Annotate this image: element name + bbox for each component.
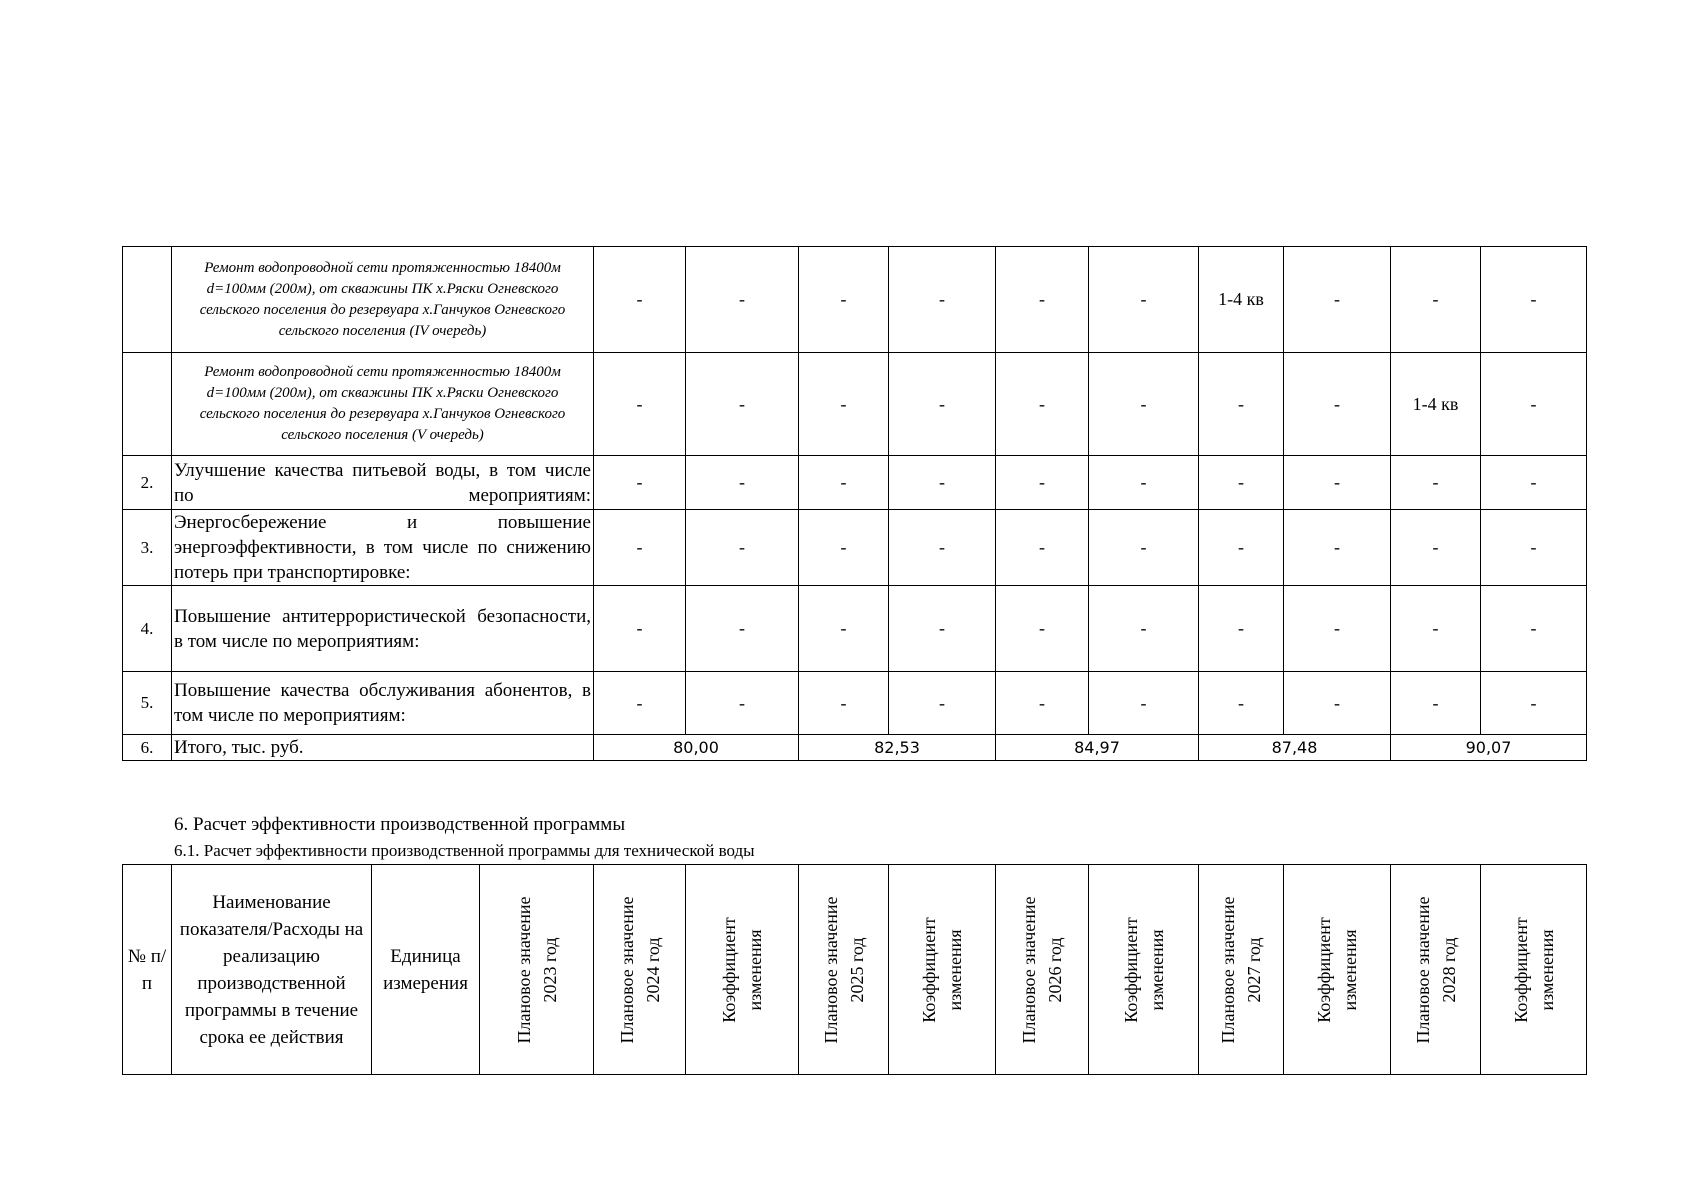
header-label: Коэффициент изменения xyxy=(919,916,965,1023)
row-number: 4. xyxy=(123,586,172,672)
table-cell: - xyxy=(686,353,799,456)
table-cell: - xyxy=(1391,456,1481,510)
header-name: Наименование показателя/Расходы на реализацию производственной программы в течение срока ее действия xyxy=(172,865,372,1075)
table-cell: - xyxy=(1481,247,1587,353)
section-subtitle: 6.1. Расчет эффективности производственной программы для технической воды xyxy=(174,841,755,860)
section-title: 6. Расчет эффективности производственной программы xyxy=(174,814,626,835)
header-label: Плановое значение 2025 год xyxy=(820,896,867,1043)
table-cell: - xyxy=(1284,510,1391,586)
header-plan-2028 xyxy=(1391,865,1481,1075)
table-cell: - xyxy=(799,586,889,672)
table-cell: - xyxy=(1089,353,1199,456)
table-cell: - xyxy=(889,456,996,510)
measures-table xyxy=(122,246,1587,761)
table-cell: - xyxy=(1199,353,1284,456)
table-cell: - xyxy=(799,247,889,353)
header-coef-2028 xyxy=(1481,865,1587,1075)
table-cell: - xyxy=(1089,510,1199,586)
table-cell: - xyxy=(996,586,1089,672)
table-cell: - xyxy=(1481,586,1587,672)
header-unit: Единица измерения xyxy=(372,865,480,1075)
table-cell: - xyxy=(1284,353,1391,456)
table-cell: - xyxy=(1199,672,1284,735)
table-cell: - xyxy=(1391,672,1481,735)
table-row xyxy=(123,456,1587,510)
table-cell: - xyxy=(594,247,686,353)
measure-description: Ремонт водопроводной сети протяженностью 18400м d=100мм (200м), от скважины ПК х.Ряски Огневского сельского поселения до резервуара х.Ганчуков Огневского сельского поселения (V очередь) xyxy=(172,353,594,456)
table-cell: - xyxy=(1199,510,1284,586)
table-cell: - xyxy=(996,353,1089,456)
table-row xyxy=(123,247,1587,353)
table-cell: - xyxy=(996,456,1089,510)
header-plan-2023 xyxy=(480,865,594,1075)
header-label: Плановое значение 2023 год xyxy=(513,896,560,1043)
table-cell: - xyxy=(1284,672,1391,735)
header-label: Плановое значение 2024 год xyxy=(616,896,663,1043)
header-label: Плановое значение 2028 год xyxy=(1412,896,1459,1043)
table-cell: - xyxy=(799,456,889,510)
table-cell: - xyxy=(594,586,686,672)
header-plan-2027 xyxy=(1199,865,1284,1075)
header-label: Коэффициент изменения xyxy=(719,916,765,1023)
header-label: Плановое значение 2026 год xyxy=(1019,896,1065,1043)
header-label: Плановое значение 2027 год xyxy=(1218,896,1264,1043)
table-cell: 1-4 кв xyxy=(1391,353,1481,456)
table-cell: - xyxy=(1284,456,1391,510)
table-cell: - xyxy=(594,456,686,510)
table-cell: - xyxy=(1391,247,1481,353)
table-cell: - xyxy=(889,510,996,586)
table-row xyxy=(123,510,1587,586)
table-cell: - xyxy=(1481,456,1587,510)
header-coef-2025 xyxy=(889,865,996,1075)
table-cell: - xyxy=(889,672,996,735)
row-number: 3. xyxy=(123,510,172,586)
header-coef-2027 xyxy=(1284,865,1391,1075)
table-cell: - xyxy=(594,672,686,735)
table-row xyxy=(123,672,1587,735)
table-cell: - xyxy=(1391,586,1481,672)
header-plan-2024 xyxy=(594,865,686,1075)
table-cell: - xyxy=(996,510,1089,586)
table-cell: - xyxy=(889,247,996,353)
table-cell: - xyxy=(1391,510,1481,586)
table-cell: - xyxy=(799,672,889,735)
table-cell: - xyxy=(1199,586,1284,672)
table-cell: - xyxy=(1089,672,1199,735)
table-cell: - xyxy=(1089,456,1199,510)
table-cell: - xyxy=(1089,247,1199,353)
total-label: Итого, тыс. руб. xyxy=(172,735,594,761)
header-plan-2025 xyxy=(799,865,889,1075)
efficiency-table xyxy=(122,864,1587,1075)
row-number: 6. xyxy=(123,735,172,761)
table-cell: - xyxy=(1481,672,1587,735)
header-label: Коэффициент изменения xyxy=(1120,916,1167,1023)
table-cell: - xyxy=(889,353,996,456)
measure-description: Улучшение качества питьевой воды, в том числе по мероприятиям: xyxy=(172,456,594,510)
measure-description: Повышение качества обслуживания абонентов, в том числе по мероприятиям: xyxy=(172,672,594,735)
header-coef-2026 xyxy=(1089,865,1199,1075)
table-cell: - xyxy=(686,510,799,586)
table-cell: - xyxy=(686,672,799,735)
table-row xyxy=(123,353,1587,456)
measure-description: Повышение антитеррористической безопасности, в том числе по мероприятиям: xyxy=(172,586,594,672)
header-plan-2026 xyxy=(996,865,1089,1075)
header-label: Коэффициент изменения xyxy=(1314,916,1360,1023)
table-row xyxy=(123,586,1587,672)
row-number: 2. xyxy=(123,456,172,510)
table-cell: - xyxy=(1284,247,1391,353)
table-cell: - xyxy=(1089,586,1199,672)
table-cell: - xyxy=(1481,510,1587,586)
header-number: № п/п xyxy=(123,865,172,1075)
total-row xyxy=(123,735,1587,761)
total-value-2024: 80,00 xyxy=(594,735,799,761)
header-label: Коэффициент изменения xyxy=(1510,916,1557,1023)
table-cell: - xyxy=(1199,456,1284,510)
table-cell: - xyxy=(686,586,799,672)
table-cell: - xyxy=(799,353,889,456)
row-number: 5. xyxy=(123,672,172,735)
row-number xyxy=(123,247,172,353)
table-header-row xyxy=(123,865,1587,1075)
table-cell: - xyxy=(686,456,799,510)
total-value-2025: 82,53 xyxy=(799,735,996,761)
table-cell: - xyxy=(1284,586,1391,672)
row-number xyxy=(123,353,172,456)
table-cell: - xyxy=(889,586,996,672)
table-cell: - xyxy=(996,247,1089,353)
header-coef-2024 xyxy=(686,865,799,1075)
table-cell: - xyxy=(799,510,889,586)
table-cell: 1-4 кв xyxy=(1199,247,1284,353)
table-cell: - xyxy=(686,247,799,353)
measure-description: Энергосбережение и повышение энергоэффективности, в том числе по снижению потерь при транспортировке: xyxy=(172,510,594,586)
table-cell: - xyxy=(996,672,1089,735)
table-cell: - xyxy=(594,353,686,456)
total-value-2028: 90,07 xyxy=(1391,735,1587,761)
table-cell: - xyxy=(594,510,686,586)
measure-description: Ремонт водопроводной сети протяженностью 18400м d=100мм (200м), от скважины ПК х.Ряски Огневского сельского поселения до резервуара х.Ганчуков Огневского сельского поселения (IV очередь) xyxy=(172,247,594,353)
total-value-2026: 84,97 xyxy=(996,735,1199,761)
table-cell: - xyxy=(1481,353,1587,456)
total-value-2027: 87,48 xyxy=(1199,735,1391,761)
